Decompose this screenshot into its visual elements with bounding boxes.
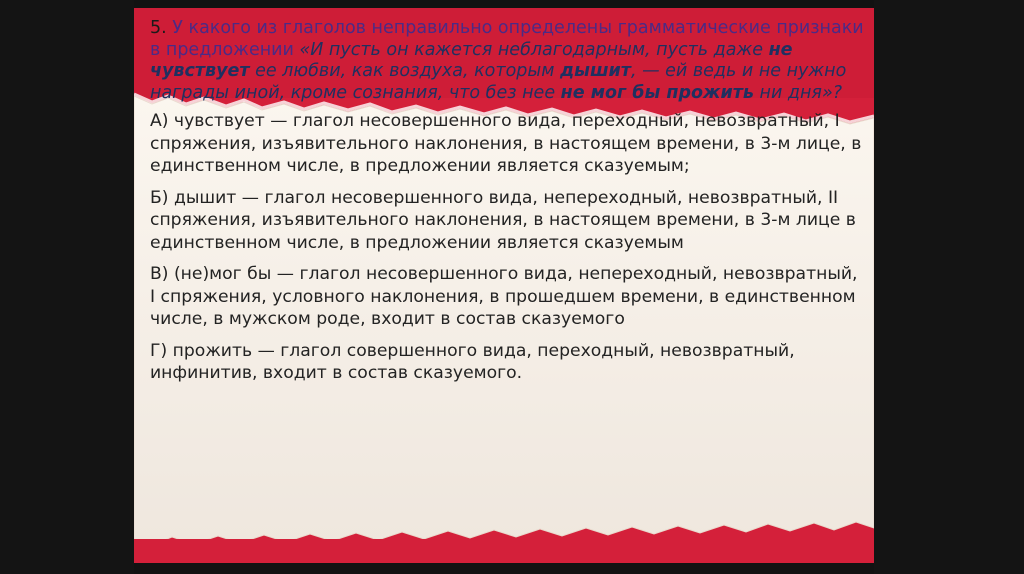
quote-part: ее любви, как воздуха, которым: [249, 61, 560, 81]
answer-option-b: Б) дышит — глагол несовершенного вида, непереходный, невозвратный, II спряжения, изъявительного наклонения, в настоящем времени, в 3-м лице в единственном числе, в предложении является сказуемым: [150, 187, 856, 253]
quote-part: , — ей ведь и не нужно награды иной, кроме сознания, что без нее: [150, 61, 847, 103]
answer-option-d: Г) прожить — глагол совершенного вида, переходный, невозвратный, инфинитив, входит в состав сказуемого.: [150, 340, 795, 383]
quote-part-bold: не мог бы прожить: [560, 82, 754, 103]
quote-part: ни дня»?: [753, 82, 843, 103]
answer-option-a: А) чувствует — глагол несовершенного вида, переходный, невозвратный, I спряжения, изъявительного наклонения, в настоящем времени, в 3-м лице, в единственном числе, в предложении является сказуемым;: [150, 111, 862, 176]
question-text: У какого из глаголов неправильно определены грамматические признаки в предложении: [150, 18, 864, 60]
slide: [134, 8, 874, 563]
question-block: [150, 18, 868, 104]
left-black-bar: [0, 0, 134, 574]
quote-part: «И пусть он кажется неблагодарным, пусть даже: [299, 39, 769, 60]
question-number: 5.: [150, 18, 167, 38]
slide-content: [150, 18, 868, 394]
right-black-bar: [874, 0, 1024, 574]
answer-option-c: В) (не)мог бы — глагол несовершенного вида, непереходный, невозвратный, I спряжения, условного наклонения, в прошедшем времени, в единственном числе, в мужском роде, входит в состав сказуемого: [150, 264, 858, 329]
quote-part-bold: не чувствует: [150, 39, 793, 81]
quote-part-bold: дышит: [559, 61, 631, 81]
